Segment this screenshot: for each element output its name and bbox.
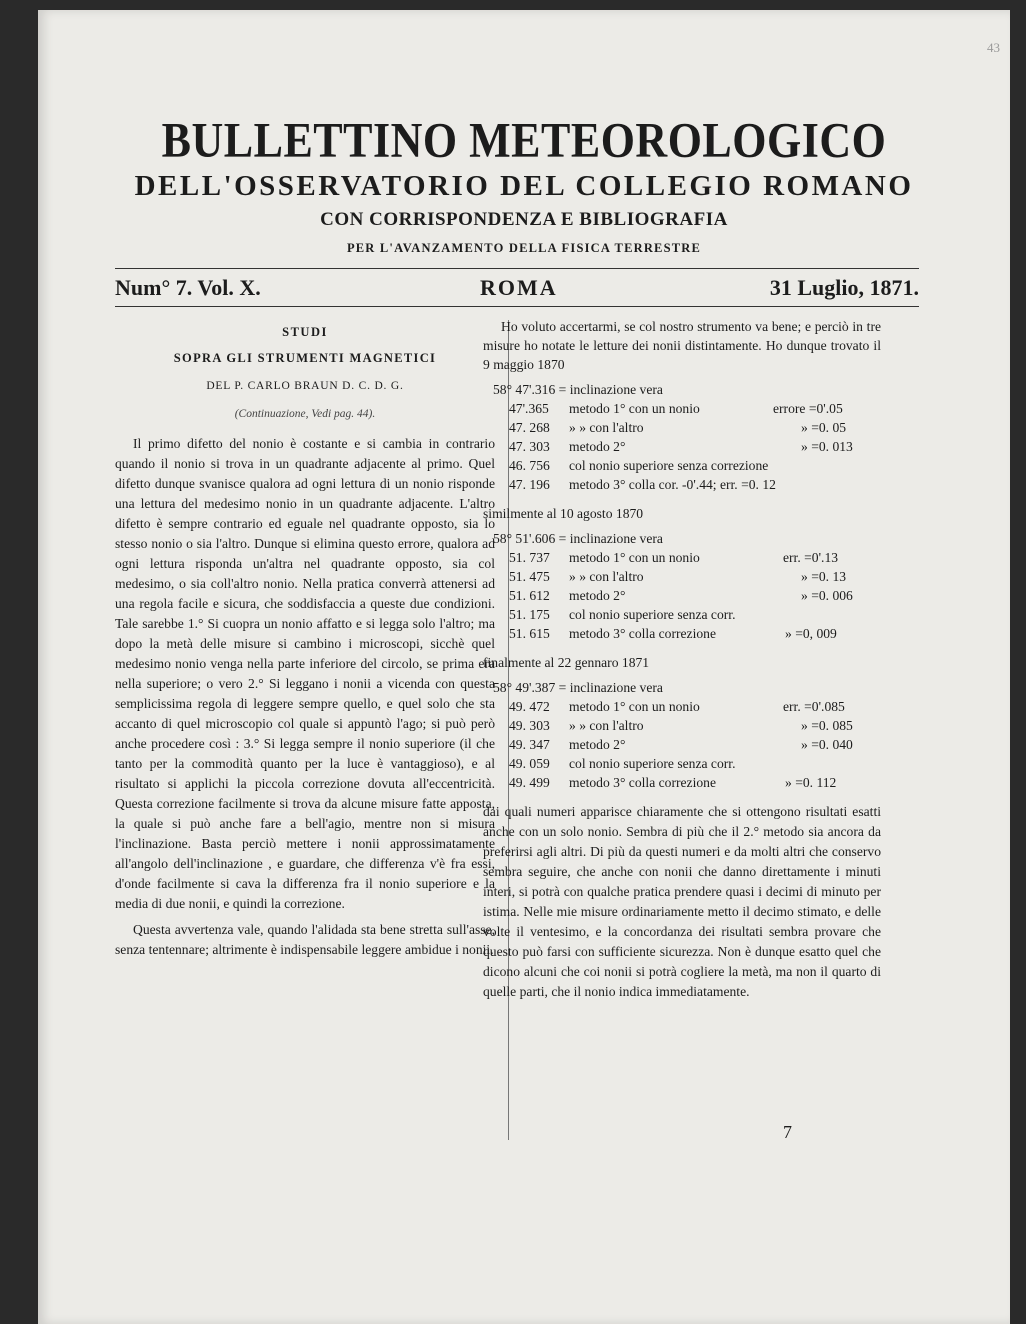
reading-value: 46. 756	[509, 458, 550, 473]
table-row	[483, 586, 881, 605]
table-row	[483, 456, 881, 475]
paragraph: dai quali numeri apparisce chiaramente che si ottengono risultati esatti anche con un solo nonio. Sembra di più che il 2.° metodo sia ancora da preferirsi agli altri. Di più da questi numeri e da molti altri che conservo sembra seguire, che anche con nonii che danno direttamente i minuti interi, si potrà con qualche pratica prendere quasi i decimi di minuto per istima. Nelle mie misure ordinariamente metto il decimo stimato, e delle volte il ventesimo, e la concordanza dei risultati sembra provare che questo può farsi con sufficiente sicurezza. Non è dunque esatto quel che dicono alcuni che coi nonii si potrà cogliere la metà, ma non il quarto di quelle parti, che il nonio indica immediatamente.	[483, 804, 881, 999]
bulletin-subtitle-2: CON CORRISPONDENZA E BIBLIOGRAFIA	[320, 209, 728, 230]
article-author: DEL P. CARLO BRAUN D. C. D. G.	[206, 380, 404, 392]
reading-method: metodo 2°	[569, 588, 626, 603]
masthead-rule-top	[115, 268, 919, 269]
reading-method: metodo 2°	[569, 737, 626, 752]
table-row	[483, 697, 881, 716]
table-row	[483, 475, 881, 494]
paragraph: Il primo difetto del nonio è costante e si cambia in contrario quando il nonio si trova in un quadrante adjacente al primo. Quel difetto dunque svanisce qualora ad ogni lettura di un nonio risponde una lettura del medesimo nonio in un quadrante adjacente. L'altro difetto è sempre contrario ed eguale nel quadrante opposto, sia lo stesso nonio o sia l'altro. Dunque si elimina questo errore, qualora ad ogni lettura risponda un'altra nel quadrante opposto, sia col medesimo, o sia coll'altro nonio. Nella pratica converrà attenersi ad una regola facile e sicura, che soddisfaccia a queste due condizioni. Tale sarebbe 1.° Si cuopra un nonio affatto e si legga solo l'altro; ma dopo la metà delle misure si cambino i microscopi, sicchè quel medesimo nonio venga nella parte inferiore del circolo, se prima era nella superiore; o vero 2.° Si leggano i nonii a vicenda con questa semplicissima regola di leggere sempre quello, e quel solo che sta accanto di quel microscopio col quale si appuntò l'ago; si può però anche procedere così : 3.° Si legga sempre il nonio superiore (il che tanto per la commodità quanto per la luce è vantaggioso), e al risultato si applichi la piccola correzione dovuta all'eccentricità. Questa correzione facilmente si trova da alcune misure fatte apposta, la quale si può anche fare a bell'agio, mentre non si misura l'inclinazione. Basta perciò mettere i nonii approssimatamente all'angolo dell'inclinazione , e guardare, che differenza v'è fra essi, d'onde facilmente si cava la differenza fra il nonio superiore e la media di due nonii, e quindi la correzione.	[115, 436, 495, 911]
issue-number: Num° 7. Vol. X.	[115, 275, 261, 300]
reading-method: » » con l'altro	[569, 569, 644, 584]
reading-method: » » con l'altro	[569, 420, 644, 435]
reading-error: » =0. 040	[801, 737, 853, 752]
reading-error: » =0. 085	[801, 718, 853, 733]
continuation-note: (Continuazione, Vedi pag. 44).	[234, 408, 376, 420]
reading-value: 47. 196	[509, 477, 550, 492]
paragraph: Questa avvertenza vale, quando l'alidada sta bene stretta sull'asse, senza tentennare; altrimente è indispensabile leggere ambidue i nonii.	[115, 922, 495, 957]
reading-error: » =0, 009	[785, 626, 837, 641]
reading-error: err. =0'.13	[783, 550, 839, 565]
reading-method: metodo 1° con un nonio	[569, 699, 700, 714]
reading-method: col nonio superiore senza corr.	[569, 756, 736, 771]
city: ROMA	[480, 275, 558, 300]
measurement-table	[483, 678, 881, 792]
right-column	[483, 317, 881, 1002]
reading-error: » =0. 013	[801, 439, 853, 454]
table-row	[483, 605, 881, 624]
reading-value: 47. 303	[509, 439, 550, 454]
reading-method: metodo 3° colla correzione	[569, 775, 716, 790]
reading-method: metodo 1° con un nonio	[569, 401, 700, 416]
table-header: 58° 51'.606 = inclinazione vera	[493, 531, 663, 546]
document-page	[38, 10, 1010, 1324]
reading-value: 51. 475	[509, 569, 550, 584]
reading-error: » =0. 006	[801, 588, 853, 603]
masthead-rule-bottom	[115, 306, 919, 307]
date-label: finalmente al 22 gennaro 1871	[483, 655, 650, 670]
measurement-table	[483, 529, 881, 643]
reading-error: err. =0'.085	[783, 699, 845, 714]
table-row	[483, 567, 881, 586]
table-row	[483, 735, 881, 754]
page-footer-number: 7	[783, 1122, 792, 1142]
table-row	[483, 624, 881, 643]
bulletin-title: BULLETTINO METEOROLOGICO	[161, 113, 887, 168]
article-subheading: SOPRA GLI STRUMENTI MAGNETICI	[173, 351, 437, 365]
article-heading: STUDI	[282, 325, 328, 339]
reading-value: 47'.365	[509, 401, 549, 416]
table-row	[483, 548, 881, 567]
paragraph: Ho voluto accertarmi, se col nostro strumento va bene; e perciò in tre misure ho notate le letture dei nonii distintamente. Ho dunque trovato il 9 maggio 1870	[483, 319, 881, 372]
reading-error: errore =0'.05	[773, 401, 843, 416]
masthead	[115, 275, 919, 303]
reading-method: col nonio superiore senza correzione	[569, 458, 769, 473]
table-row	[483, 754, 881, 773]
table-row	[483, 418, 881, 437]
left-column	[115, 322, 495, 960]
date-label: similmente al 10 agosto 1870	[483, 506, 644, 521]
reading-value: 49. 472	[509, 699, 550, 714]
bulletin-subtitle: DELL'OSSERVATORIO DEL COLLEGIO ROMANO	[134, 170, 914, 202]
reading-method: metodo 3° colla cor. -0'.44; err. =0. 12	[569, 477, 776, 492]
reading-method: metodo 1° con un nonio	[569, 550, 700, 565]
reading-error: » =0. 05	[801, 420, 847, 435]
reading-value: 49. 303	[509, 718, 550, 733]
table-row	[483, 716, 881, 735]
table-row	[483, 399, 881, 418]
table-row	[483, 773, 881, 792]
reading-value: 51. 612	[509, 588, 550, 603]
issue-date: 31 Luglio, 1871.	[769, 275, 919, 300]
reading-error: » =0. 13	[801, 569, 847, 584]
reading-value: 49. 347	[509, 737, 550, 752]
reading-method: metodo 2°	[569, 439, 626, 454]
reading-method: » » con l'altro	[569, 718, 644, 733]
reading-method: metodo 3° colla correzione	[569, 626, 716, 641]
reading-error: » =0. 112	[785, 775, 837, 790]
reading-value: 49. 499	[509, 775, 550, 790]
reading-value: 51. 737	[509, 550, 550, 565]
measurement-table	[483, 380, 881, 494]
bulletin-subtitle-3: PER L'AVANZAMENTO DELLA FISICA TERRESTRE	[346, 241, 702, 255]
reading-value: 51. 615	[509, 626, 550, 641]
table-header: 58° 47'.316 = inclinazione vera	[493, 382, 663, 397]
page-number-mark: 43	[987, 40, 1000, 55]
table-row	[483, 437, 881, 456]
table-header: 58° 49'.387 = inclinazione vera	[493, 680, 663, 695]
reading-value: 47. 268	[509, 420, 550, 435]
reading-value: 51. 175	[509, 607, 550, 622]
reading-value: 49. 059	[509, 756, 550, 771]
reading-method: col nonio superiore senza corr.	[569, 607, 736, 622]
